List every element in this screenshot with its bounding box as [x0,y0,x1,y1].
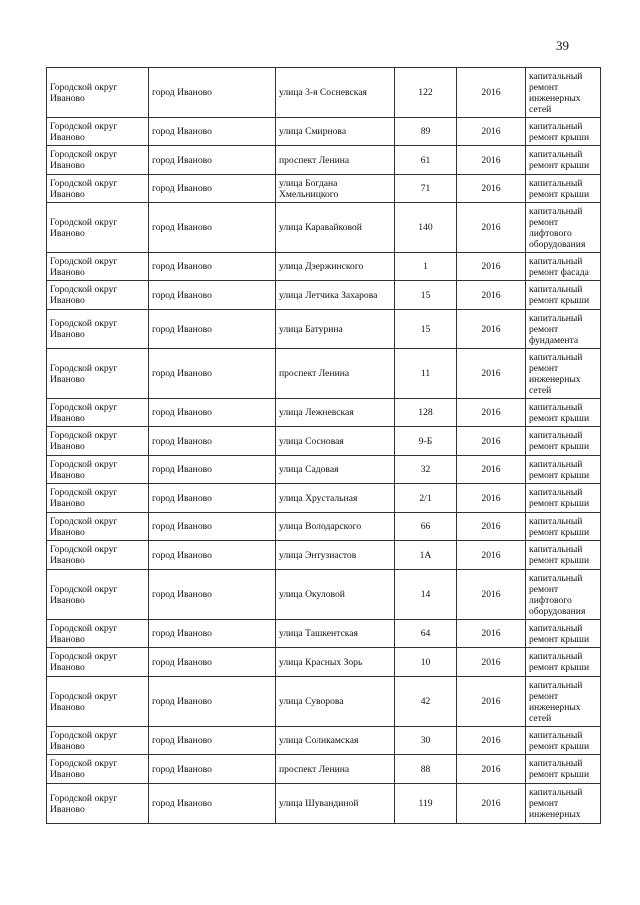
year-cell: 2016 [457,427,526,456]
street-cell: улица Батурина [276,310,395,349]
district-cell: Городской округ Иваново [47,310,149,349]
house-number-cell: 71 [395,175,457,203]
year-cell: 2016 [457,349,526,399]
table-row [47,175,601,203]
city-cell: город Иваново [149,175,276,203]
district-cell: Городской округ Иваново [47,784,149,824]
district-cell: Городской округ Иваново [47,456,149,484]
city-cell: город Иваново [149,203,276,253]
city-cell: город Иваново [149,427,276,456]
house-number-cell: 2/1 [395,484,457,513]
street-cell: улица Сосновая [276,427,395,456]
work-type-cell: капитальный ремонт инженерных сетей [526,68,601,118]
work-type-cell: капитальный ремонт крыши [526,648,601,677]
street-cell: улица Соликамская [276,727,395,755]
city-cell: город Иваново [149,784,276,824]
street-cell: улица Шувандиной [276,784,395,824]
year-cell: 2016 [457,203,526,253]
street-cell: улица Дзержинского [276,253,395,281]
city-cell: город Иваново [149,727,276,755]
year-cell: 2016 [457,727,526,755]
work-type-cell: капитальный ремонт лифтового оборудования [526,203,601,253]
house-number-cell: 128 [395,399,457,427]
table-row [47,648,601,677]
table-row [47,310,601,349]
street-cell: улица Каравайковой [276,203,395,253]
table-row [47,541,601,570]
work-type-cell: капитальный ремонт крыши [526,755,601,784]
repair-registry-table [46,67,601,824]
year-cell: 2016 [457,648,526,677]
city-cell: город Иваново [149,620,276,648]
work-type-cell: капитальный ремонт фасада [526,253,601,281]
year-cell: 2016 [457,281,526,310]
street-cell: улица 3-я Сосневская [276,68,395,118]
year-cell: 2016 [457,399,526,427]
city-cell: город Иваново [149,146,276,175]
street-cell: улица Красных Зорь [276,648,395,677]
table-row [47,784,601,824]
district-cell: Городской округ Иваново [47,427,149,456]
street-cell: улица Хрустальная [276,484,395,513]
street-cell: улица Энтузиастов [276,541,395,570]
work-type-cell: капитальный ремонт крыши [526,427,601,456]
city-cell: город Иваново [149,456,276,484]
district-cell: Городской округ Иваново [47,203,149,253]
street-cell: улица Суворова [276,677,395,727]
house-number-cell: 66 [395,513,457,541]
work-type-cell: капитальный ремонт крыши [526,146,601,175]
table-row [47,427,601,456]
year-cell: 2016 [457,456,526,484]
work-type-cell: капитальный ремонт крыши [526,399,601,427]
house-number-cell: 64 [395,620,457,648]
street-cell: улица Летчика Захарова [276,281,395,310]
year-cell: 2016 [457,541,526,570]
work-type-cell: капитальный ремонт инженерных сетей [526,349,601,399]
work-type-cell: капитальный ремонт фундамента [526,310,601,349]
year-cell: 2016 [457,513,526,541]
year-cell: 2016 [457,484,526,513]
house-number-cell: 1 [395,253,457,281]
city-cell: город Иваново [149,755,276,784]
city-cell: город Иваново [149,541,276,570]
work-type-cell: капитальный ремонт крыши [526,727,601,755]
year-cell: 2016 [457,175,526,203]
work-type-cell: капитальный ремонт крыши [526,456,601,484]
work-type-cell: капитальный ремонт крыши [526,620,601,648]
district-cell: Городской округ Иваново [47,146,149,175]
table-row [47,484,601,513]
house-number-cell: 61 [395,146,457,175]
street-cell: улица Володарского [276,513,395,541]
table-row [47,146,601,175]
street-cell: улица Богдана Хмельницкого [276,175,395,203]
city-cell: город Иваново [149,310,276,349]
city-cell: город Иваново [149,399,276,427]
work-type-cell: капитальный ремонт инженерных [526,784,601,824]
year-cell: 2016 [457,118,526,146]
table-row [47,677,601,727]
house-number-cell: 30 [395,727,457,755]
district-cell: Городской округ Иваново [47,484,149,513]
district-cell: Городской округ Иваново [47,541,149,570]
year-cell: 2016 [457,620,526,648]
street-cell: улица Смирнова [276,118,395,146]
table-row [47,118,601,146]
table-row [47,727,601,755]
table-row [47,620,601,648]
city-cell: город Иваново [149,68,276,118]
house-number-cell: 89 [395,118,457,146]
table-row [47,755,601,784]
district-cell: Городской округ Иваново [47,175,149,203]
page-number: 39 [556,38,569,53]
work-type-cell: капитальный ремонт крыши [526,175,601,203]
house-number-cell: 15 [395,310,457,349]
table-row [47,399,601,427]
street-cell: проспект Ленина [276,146,395,175]
year-cell: 2016 [457,677,526,727]
district-cell: Городской округ Иваново [47,570,149,620]
street-cell: улица Ташкентская [276,620,395,648]
house-number-cell: 10 [395,648,457,677]
year-cell: 2016 [457,68,526,118]
house-number-cell: 32 [395,456,457,484]
city-cell: город Иваново [149,349,276,399]
work-type-cell: капитальный ремонт крыши [526,118,601,146]
house-number-cell: 11 [395,349,457,399]
work-type-cell: капитальный ремонт крыши [526,513,601,541]
district-cell: Городской округ Иваново [47,513,149,541]
street-cell: улица Садовая [276,456,395,484]
street-cell: улица Окуловой [276,570,395,620]
year-cell: 2016 [457,570,526,620]
house-number-cell: 140 [395,203,457,253]
work-type-cell: капитальный ремонт лифтового оборудования [526,570,601,620]
city-cell: город Иваново [149,281,276,310]
city-cell: город Иваново [149,253,276,281]
district-cell: Городской округ Иваново [47,677,149,727]
registry-body [47,68,601,824]
district-cell: Городской округ Иваново [47,118,149,146]
street-cell: улица Лежневская [276,399,395,427]
table-row [47,570,601,620]
house-number-cell: 1А [395,541,457,570]
work-type-cell: капитальный ремонт крыши [526,541,601,570]
house-number-cell: 122 [395,68,457,118]
house-number-cell: 14 [395,570,457,620]
district-cell: Городской округ Иваново [47,648,149,677]
table-row [47,203,601,253]
district-cell: Городской округ Иваново [47,399,149,427]
street-cell: проспект Ленина [276,349,395,399]
house-number-cell: 119 [395,784,457,824]
table-row [47,349,601,399]
district-cell: Городской округ Иваново [47,253,149,281]
district-cell: Городской округ Иваново [47,755,149,784]
city-cell: город Иваново [149,677,276,727]
house-number-cell: 88 [395,755,457,784]
table-row [47,68,601,118]
year-cell: 2016 [457,146,526,175]
house-number-cell: 15 [395,281,457,310]
year-cell: 2016 [457,755,526,784]
district-cell: Городской округ Иваново [47,281,149,310]
house-number-cell: 42 [395,677,457,727]
year-cell: 2016 [457,310,526,349]
city-cell: город Иваново [149,513,276,541]
city-cell: город Иваново [149,648,276,677]
city-cell: город Иваново [149,118,276,146]
city-cell: город Иваново [149,570,276,620]
table-row [47,253,601,281]
district-cell: Городской округ Иваново [47,68,149,118]
work-type-cell: капитальный ремонт инженерных сетей [526,677,601,727]
house-number-cell: 9-Б [395,427,457,456]
year-cell: 2016 [457,784,526,824]
table-row [47,456,601,484]
work-type-cell: капитальный ремонт крыши [526,281,601,310]
street-cell: проспект Ленина [276,755,395,784]
district-cell: Городской округ Иваново [47,349,149,399]
year-cell: 2016 [457,253,526,281]
city-cell: город Иваново [149,484,276,513]
table-row [47,281,601,310]
district-cell: Городской округ Иваново [47,620,149,648]
table-row [47,513,601,541]
work-type-cell: капитальный ремонт крыши [526,484,601,513]
district-cell: Городской округ Иваново [47,727,149,755]
